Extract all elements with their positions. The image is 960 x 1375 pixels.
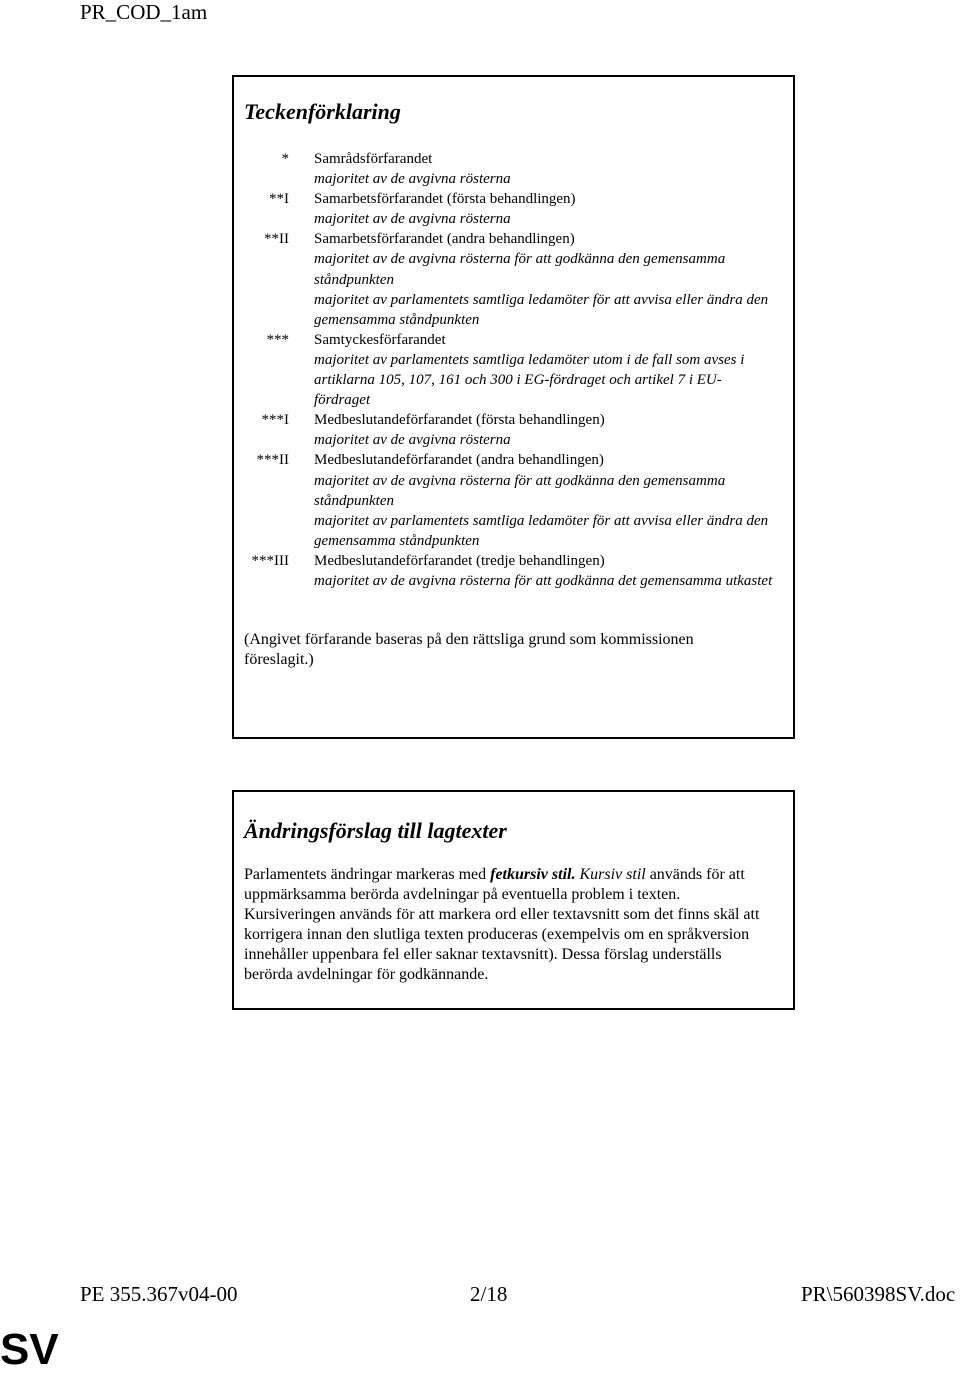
amend-text-part2: används för att uppmärksamma berörda avdelningar på eventuella problem i texten. Kursiveringen används för att markera ord eller textavsnitt som det finns skäl att korrigera innan den slutliga texten produceras (exempelvis om en språkversion innehåller uppenbara fel eller saknar textavsnitt). Dessa förslag underställs berörda avdelningar för godkännande. <box>244 866 760 983</box>
legend-code: *** <box>266 331 289 348</box>
footer-file-name: PR\560398SV.doc <box>801 1282 956 1306</box>
legend-majority-rule: majoritet av de avgivna rösterna <box>314 211 511 228</box>
legend-item <box>234 410 793 450</box>
language-code: SV <box>0 1325 59 1374</box>
amend-bold-italic-sample: fetkursiv stil. <box>490 866 576 883</box>
legend-majority-rule: majoritet av de avgivna rösterna <box>314 432 511 449</box>
footer-doc-ref: PE 355.367v04-00 <box>80 1282 238 1306</box>
legend-majority-rule: majoritet av parlamentets samtliga ledamöter för att avvisa eller ändra den gemensamma ståndpunkten <box>314 291 769 328</box>
legend-code: **II <box>264 231 289 248</box>
legend-item <box>234 450 793 550</box>
legend-note: (Angivet förfarande baseras på den rättsliga grund som kommissionen föreslagit.) <box>244 631 694 668</box>
legend-list <box>234 149 793 591</box>
amendments-text <box>244 865 774 985</box>
legend-procedure-name: Samarbetsförfarandet (första behandlingen) <box>314 191 576 208</box>
amend-text-part1: Parlamentets ändringar markeras med <box>244 866 491 883</box>
footer-page-number: 2/18 <box>470 1282 508 1306</box>
amendments-title: Ändringsförslag till lagtexter <box>244 818 507 843</box>
legend-title: Teckenförklaring <box>244 99 401 124</box>
document-id: PR_COD_1am <box>80 0 208 24</box>
amend-italic-sample: Kursiv stil <box>579 866 646 883</box>
legend-procedure-name: Medbeslutandeförfarandet (andra behandlingen) <box>314 452 604 469</box>
legend-code: ***II <box>256 452 289 469</box>
legend-box <box>232 75 795 739</box>
legend-majority-rule: majoritet av de avgivna rösterna för att godkänna den gemensamma ståndpunkten <box>314 472 726 509</box>
legend-item <box>234 229 793 329</box>
legend-majority-rule: majoritet av de avgivna rösterna för att godkänna det gemensamma utkastet <box>314 572 773 589</box>
legend-item <box>234 330 793 410</box>
legend-item <box>234 189 793 229</box>
legend-code: **I <box>269 191 289 208</box>
legend-majority-rule: majoritet av parlamentets samtliga ledamöter utom i de fall som avses i artiklarna 105, 107, 161 och 300 i EG-fördraget och artikel 7 i EU-fördraget <box>314 351 745 409</box>
legend-majority-rule: majoritet av de avgivna rösterna för att godkänna den gemensamma ståndpunkten <box>314 251 726 288</box>
legend-majority-rule: majoritet av de avgivna rösterna <box>314 171 511 188</box>
legend-procedure-name: Medbeslutandeförfarandet (första behandlingen) <box>314 412 605 429</box>
legend-item <box>234 551 793 591</box>
legend-procedure-name: Samtyckesförfarandet <box>314 331 446 348</box>
legend-item <box>234 149 793 189</box>
amendments-box <box>232 790 795 1010</box>
legend-procedure-name: Samarbetsförfarandet (andra behandlingen) <box>314 231 575 248</box>
legend-majority-rule: majoritet av parlamentets samtliga ledamöter för att avvisa eller ändra den gemensamma ståndpunkten <box>314 512 769 549</box>
legend-code: * <box>281 151 289 167</box>
legend-code: ***III <box>251 552 289 569</box>
legend-procedure-name: Samrådsförfarandet <box>314 151 433 167</box>
legend-procedure-name: Medbeslutandeförfarandet (tredje behandlingen) <box>314 552 605 569</box>
legend-code: ***I <box>261 412 289 429</box>
